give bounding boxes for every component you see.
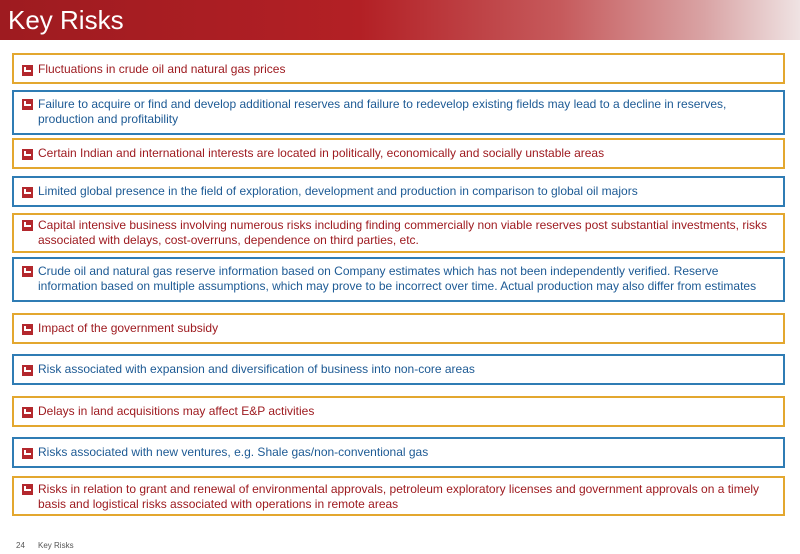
bullet-icon	[22, 187, 33, 198]
bullet-icon	[22, 324, 33, 335]
risk-text: Risks in relation to grant and renewal of environmental approvals, petroleum exploratory licenses and government approvals on a timely basis and logistical risks associated with operations in remote areas	[38, 482, 760, 511]
risk-text: Failure to acquire or find and develop additional reserves and failure to redevelop existing fields may lead to a decline in reserves, production and profitability	[38, 97, 727, 126]
risk-item	[12, 257, 785, 302]
footer-label: Key Risks	[38, 541, 74, 550]
risk-item	[12, 176, 785, 207]
risk-item	[12, 90, 785, 135]
footer	[0, 538, 800, 554]
bullet-icon	[22, 484, 33, 495]
bullet-icon	[22, 65, 33, 76]
risk-item	[12, 213, 785, 253]
risk-item	[12, 313, 785, 344]
risk-item	[12, 53, 785, 84]
title-bar	[0, 0, 800, 40]
bullet-icon	[22, 448, 33, 459]
bullet-icon	[22, 365, 33, 376]
bullet-icon	[22, 266, 33, 277]
bullet-icon	[22, 220, 33, 231]
risk-text: Crude oil and natural gas reserve information based on Company estimates which has not been independently verified. Reserve information based on multiple assumptions, which may prove to be incorrect over time. Actual production may also differ from estimates	[38, 264, 757, 293]
bullet-icon	[22, 99, 33, 110]
risk-text: Risks associated with new ventures, e.g. Shale gas/non-conventional gas	[38, 445, 429, 459]
risk-text: Delays in land acquisitions may affect E&P activities	[38, 404, 315, 418]
risk-item	[12, 476, 785, 516]
risk-item	[12, 138, 785, 169]
bullet-icon	[22, 149, 33, 160]
risk-item	[12, 354, 785, 385]
risk-text: Limited global presence in the field of exploration, development and production in comparison to global oil majors	[38, 184, 638, 198]
risk-item	[12, 437, 785, 468]
page-number: 24	[16, 541, 25, 550]
risk-text: Capital intensive business involving numerous risks including finding commercially non viable reserves post substantial investments, risks associated with delays, cost-overruns, dependence on third parties, etc.	[38, 218, 767, 247]
risk-text: Impact of the government subsidy	[38, 321, 219, 335]
page-title: Key Risks	[8, 5, 124, 35]
risk-text: Fluctuations in crude oil and natural gas prices	[38, 62, 286, 76]
risk-text: Risk associated with expansion and diversification of business into non-core areas	[38, 362, 475, 376]
bullet-icon	[22, 407, 33, 418]
risk-item	[12, 396, 785, 427]
risk-text: Certain Indian and international interests are located in politically, economically and socially unstable areas	[38, 146, 605, 160]
